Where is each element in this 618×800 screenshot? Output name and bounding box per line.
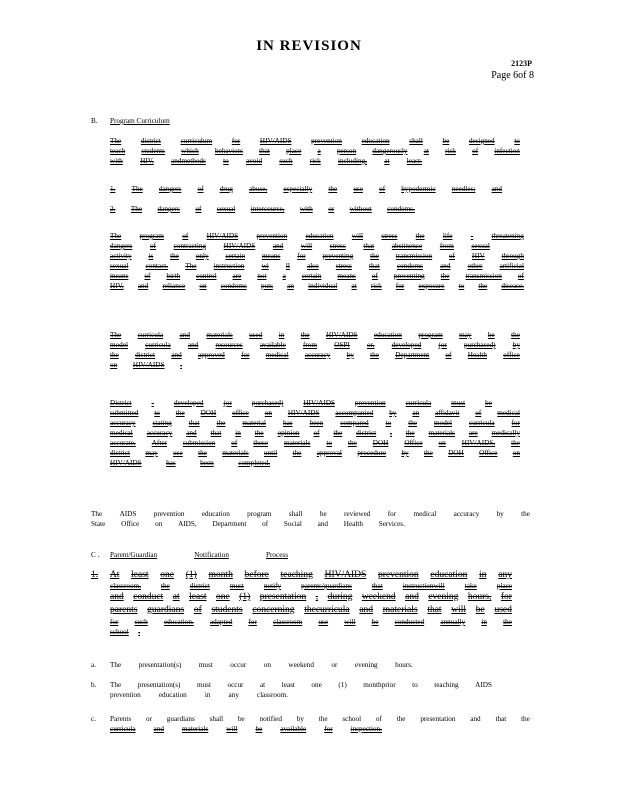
section-b-intro: [110, 136, 520, 166]
item-b-letter: b.: [91, 681, 97, 689]
text-line: model curricula and resources available from OSPI or, developed (or purchased) by: [110, 341, 520, 349]
text-line: for such education. adapted for classroom use will be conducted annually in the: [110, 618, 512, 626]
item-a-letter: a.: [91, 661, 96, 669]
text-line: classroom, the district must notify parents/guardians that instructionwill take place: [110, 582, 512, 590]
section-b-paragraph-5: [91, 509, 530, 529]
text-line: medical accuracy and that in the opinion of the district , the materials are medically: [110, 429, 520, 437]
text-line: State Office on AIDS, Department of Social and Health Services.: [91, 520, 405, 528]
text-line: The district curriculum for HIV/AIDS prevention education shall be designed to: [110, 137, 520, 145]
section-b-list: [110, 184, 502, 214]
text-line: with HIV, andmethods to avoid such risk including, at least:: [110, 157, 422, 165]
text-line: The program of HIV/AIDS prevention education will stress the life - threatening: [110, 232, 524, 240]
text-line: accurate. After submission of these materials to the DOH Office on HIV/AIDS, the: [110, 439, 520, 447]
text-line: The AIDS prevention education program shall be reviewed for medical accuracy by the: [91, 510, 530, 518]
section-c-letter: C .: [91, 551, 100, 559]
text-line: sexual contact. The instruction wi ll also stress that condoms and other artificial: [110, 262, 524, 270]
item-a: [110, 660, 413, 670]
text-line: teach students which behaviors that place a person dangerously at risk of infection: [110, 147, 520, 155]
section-b-paragraph-4: [110, 398, 520, 468]
text-line: on HIV/AIDS .: [110, 361, 182, 369]
section-b-letter: B.: [91, 117, 98, 125]
text-line: District - developed (or purchased) HIV/AIDS prevention curricula must be: [110, 399, 492, 407]
section-c-heading-text: Parent/Guardian Notification Process: [110, 551, 288, 559]
text-line: and conduct at least one (1) presentation , during weekend and evening hours, for: [110, 592, 512, 602]
page-title: IN REVISION: [256, 38, 362, 54]
list-item: 2. The dangers of sexual intercourse, with or without condoms.: [110, 205, 415, 213]
section-b-paragraph-3: [110, 330, 520, 370]
text-line: prevention education in any classroom.: [110, 691, 288, 699]
section-b-heading: Program Curriculum: [110, 117, 170, 125]
text-line: parents guardians of students concerning thecurricula and materials that will be used: [110, 605, 512, 615]
section-c-paragraph-1: [91, 569, 512, 637]
text-line: accuracy stating that the material has been compared to the model curricula for: [110, 419, 520, 427]
text-line: Parents or guardians shall be notified by the school of the presentation and that the: [110, 715, 530, 723]
text-line: The presentation(s) must occur at least one (1) monthprior to teaching AIDS: [110, 681, 492, 689]
section-b-paragraph-2: [110, 231, 524, 291]
document-number: 2123P: [511, 59, 532, 68]
text-line: the district and approved for medical accuracy by the Department of Health office: [110, 351, 520, 359]
text-line: curricula and materials will be available for inspection.: [110, 725, 382, 733]
text-line: activity is the only certain means for preventing the transmission of HIV through: [110, 252, 524, 260]
text-line: HIV/AIDS has been completed.: [110, 459, 270, 467]
section-c-heading: [110, 550, 288, 560]
text-line: dangers of contracting HIV/AIDS and will stress that abstinence from sexual: [110, 242, 490, 250]
item-c-letter: c.: [91, 715, 96, 723]
list-item: 1. The dangers of drug abuse, especially the use of hypodermic needles; and: [110, 185, 502, 193]
text-line: school .: [110, 628, 140, 636]
text-line: The presentation(s) must occur on weekend or evening hours.: [110, 661, 413, 669]
text-line: district may use the materials until the approval procedure by the DOH Office on: [110, 449, 520, 457]
text-line: submitted to the DOH office on HIV/AIDS accompanied by an affidavit of medical: [110, 409, 520, 417]
text-line: The curricula and materials used in the HIV/AIDS education program may be the: [110, 331, 520, 339]
item-c: [110, 714, 530, 734]
text-line: 1. At least one (1) month before teaching HIV/AIDS prevention education in any: [91, 570, 512, 580]
text-line: means of birth control are not a certain means of preventing the transmission of: [110, 272, 524, 280]
page-number: Page 6of 8: [491, 70, 534, 81]
text-line: HIV, and reliance on condoms puts an individual at risk for exposure to the disease.: [110, 282, 524, 290]
item-b: [110, 680, 492, 700]
